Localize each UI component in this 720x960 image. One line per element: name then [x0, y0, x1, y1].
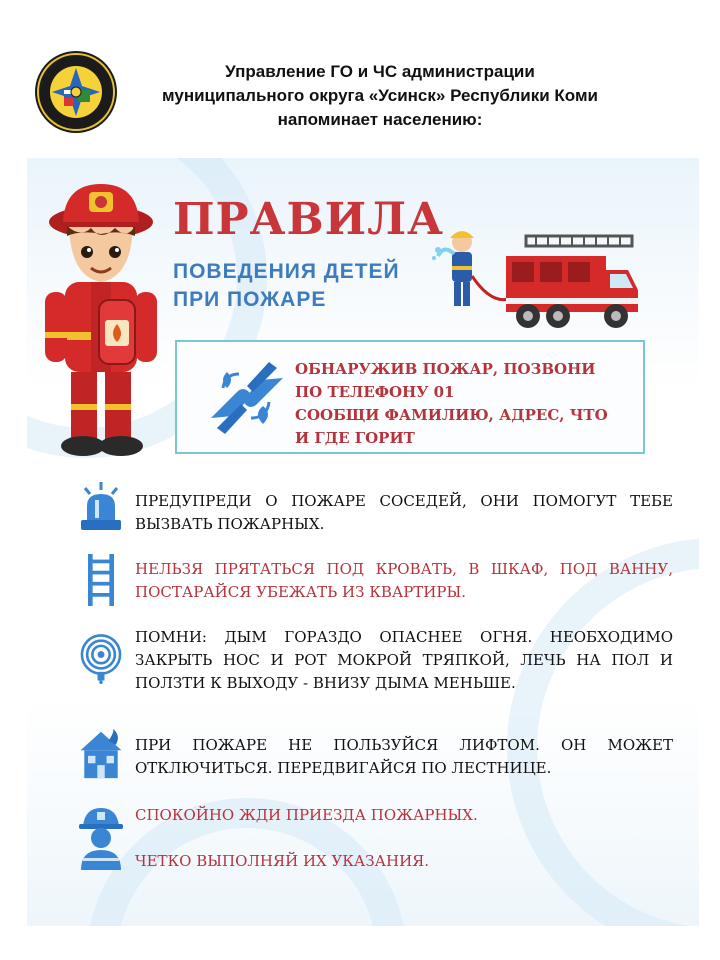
- ladder-icon: [77, 554, 125, 606]
- call-line-2: ПО ТЕЛЕФОНУ 01: [295, 383, 455, 401]
- call-line-1: ОБНАРУЖИВ ПОЖАР, ПОЗВОНИ: [295, 360, 596, 378]
- header-line-3: напоминает населению:: [277, 110, 483, 129]
- rule-wait-calmly: СПОКОЙНО ЖДИ ПРИЕЗДА ПОЖАРНЫХ.: [135, 806, 478, 824]
- emergency-emblem-icon: [34, 50, 118, 134]
- burning-house-icon: [77, 728, 125, 780]
- fire-hose-icon: [77, 632, 125, 684]
- fire-truck-icon: [432, 226, 642, 336]
- header-line-1: Управление ГО и ЧС администрации: [225, 62, 535, 81]
- call-hands-icon: [207, 358, 287, 438]
- emergency-call-box: [175, 340, 645, 454]
- header: [0, 0, 720, 150]
- rule-follow-instructions: ЧЕТКО ВЫПОЛНЯЙ ИХ УКАЗАНИЯ.: [135, 852, 430, 870]
- rule-warn-neighbors: ПРЕДУПРЕДИ О ПОЖАРЕ СОСЕДЕЙ, ОНИ ПОМОГУТ ТЕБЕ ВЫЗВАТЬ ПОЖАРНЫХ.: [135, 492, 673, 533]
- poster-subtitle: [173, 258, 400, 314]
- poster-subtitle-line-2: ПРИ ПОЖАРЕ: [173, 288, 327, 311]
- firefighter-icon: [77, 806, 125, 870]
- header-line-2: муниципального округа «Усинск» Республики Коми: [162, 86, 598, 105]
- poster-title: ПРАВИЛА: [173, 194, 444, 245]
- call-line-4: И ГДЕ ГОРИТ: [295, 429, 415, 447]
- rule-do-not-hide: НЕЛЬЗЯ ПРЯТАТЬСЯ ПОД КРОВАТЬ, В ШКАФ, ПОД ВАННУ, ПОСТАРАЙСЯ УБЕЖАТЬ ИЗ КВАРТИРЫ.: [135, 560, 673, 601]
- siren-icon: [77, 480, 125, 532]
- rule-smoke-danger: ПОМНИ: ДЫМ ГОРАЗДО ОПАСНЕЕ ОГНЯ. НЕОБХОДИМО ЗАКРЫТЬ НОС И РОТ МОКРОЙ ТРЯПКОЙ, ЛЕЧЬ НА ПОЛ И ПОЛЗТИ К ВЫХОДУ - ВНИЗУ ДЫМА МЕНЬШЕ.: [135, 628, 673, 692]
- header-text: [130, 60, 630, 132]
- poster-subtitle-line-1: ПОВЕДЕНИЯ ДЕТЕЙ: [173, 260, 400, 283]
- fire-safety-poster: [27, 158, 699, 926]
- firefighter-boy-icon: [41, 182, 171, 462]
- rule-no-elevator: ПРИ ПОЖАРЕ НЕ ПОЛЬЗУЙСЯ ЛИФТОМ. ОН МОЖЕТ ОТКЛЮЧИТЬСЯ. ПЕРЕДВИГАЙСЯ ПО ЛЕСТНИЦЕ.: [135, 736, 673, 777]
- call-instructions: [295, 358, 617, 450]
- call-line-3: СООБЩИ ФАМИЛИЮ, АДРЕС, ЧТО: [295, 406, 608, 424]
